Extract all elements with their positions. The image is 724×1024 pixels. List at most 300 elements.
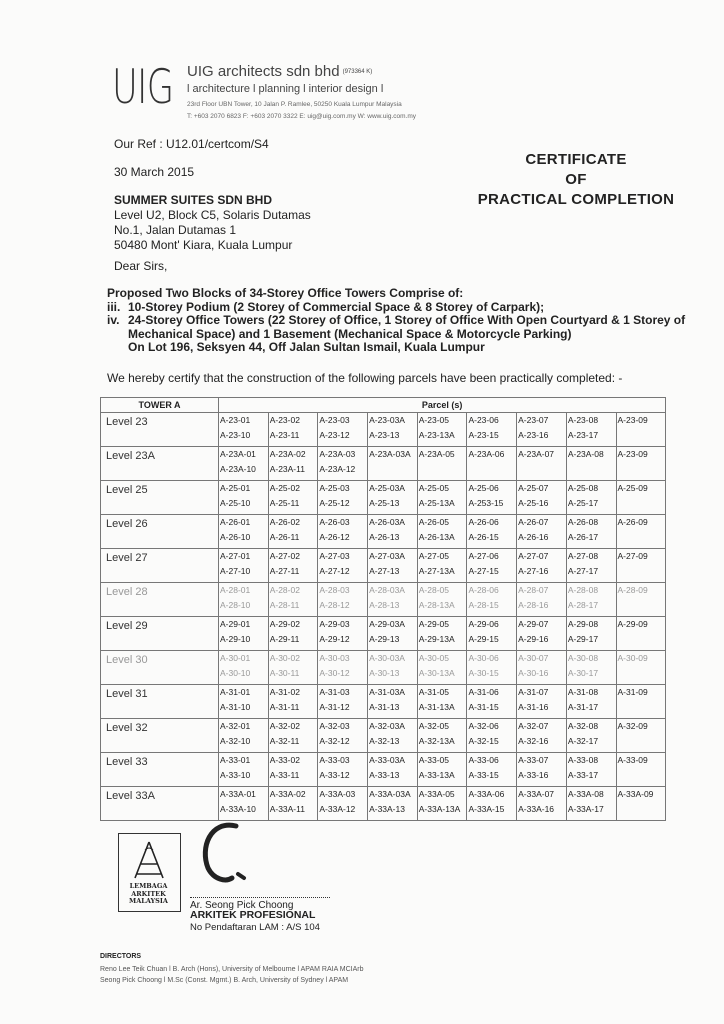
parcel-cell bbox=[616, 413, 666, 447]
parcel-id: A-30-13A bbox=[418, 668, 455, 678]
subject-item-number: iii. bbox=[107, 299, 121, 314]
parcel-cell bbox=[566, 515, 616, 549]
parcel-cell bbox=[417, 787, 467, 821]
parcel-id: A-27-03 bbox=[319, 551, 350, 561]
parcel-id: A-32-03A bbox=[369, 721, 405, 731]
parcel-cell bbox=[368, 481, 418, 515]
table-row bbox=[101, 447, 666, 481]
parcel-id: A-33-07 bbox=[518, 755, 549, 765]
parcel-id: A-30-07 bbox=[518, 653, 549, 663]
parcel-id: A-30-16 bbox=[518, 668, 549, 678]
parcel-id: A-23-03A bbox=[369, 415, 405, 425]
parcel-cell bbox=[219, 413, 269, 447]
level-label: Level 32 bbox=[101, 719, 219, 753]
parcel-cell bbox=[467, 413, 517, 447]
parcel-cell bbox=[368, 787, 418, 821]
parcel-cell bbox=[517, 685, 567, 719]
parcel-id: A-30-17 bbox=[567, 668, 599, 678]
parcel-id: A-26-13 bbox=[369, 532, 400, 542]
parcel-cell bbox=[517, 515, 567, 549]
parcel-cell bbox=[318, 753, 368, 787]
parcel-id: A-25-03A bbox=[369, 483, 405, 493]
recipient-address bbox=[114, 193, 311, 253]
parcel-id: A-33-08 bbox=[567, 755, 599, 765]
parcel-cell bbox=[566, 617, 616, 651]
parcel-cell bbox=[368, 753, 418, 787]
table-row bbox=[101, 787, 666, 821]
parcel-id: A-26-07 bbox=[518, 517, 549, 527]
parcel-id bbox=[617, 632, 666, 647]
parcel-id: A-27-12 bbox=[319, 566, 350, 576]
level-label: Level 23 bbox=[101, 413, 219, 447]
parcel-id: A-33-03 bbox=[319, 755, 350, 765]
parcel-id: A-26-12 bbox=[319, 532, 350, 542]
parcel-cell bbox=[417, 481, 467, 515]
parcel-cell bbox=[566, 447, 616, 481]
parcel-id: A-33A-17 bbox=[567, 804, 604, 814]
parcel-id: A-28-11 bbox=[269, 600, 300, 610]
parcel-id: A-33A-01 bbox=[220, 789, 256, 799]
parcel-cell bbox=[368, 617, 418, 651]
parcel-id: A-32-01 bbox=[220, 721, 251, 731]
parcel-id: A-29-05 bbox=[418, 619, 449, 629]
parcel-table-body bbox=[101, 413, 666, 821]
recipient-line: No.1, Jalan Dutamas 1 bbox=[114, 223, 237, 237]
parcel-id: A-30-05 bbox=[418, 653, 449, 663]
parcel-id: A-27-02 bbox=[269, 551, 300, 561]
parcel-cell bbox=[616, 787, 666, 821]
signature-mark bbox=[196, 818, 256, 890]
parcel-id: A-32-11 bbox=[269, 736, 300, 746]
parcel-id: A-33-17 bbox=[567, 770, 599, 780]
parcel-id: A-23A-02 bbox=[269, 449, 306, 459]
parcel-cell bbox=[268, 413, 318, 447]
parcel-id: A-31-13 bbox=[369, 702, 400, 712]
company-contact: T: +603 2070 6823 F: +603 2070 3322 E: uig@uig.com.my W: www.uig.com.my bbox=[187, 113, 417, 120]
parcel-id: A-31-01 bbox=[220, 687, 251, 697]
parcel-id: A-25-17 bbox=[567, 498, 599, 508]
parcel-id: A-25-16 bbox=[518, 498, 549, 508]
parcel-id: A-23-15 bbox=[468, 430, 499, 440]
parcel-cell bbox=[616, 447, 666, 481]
lam-stamp-line: LEMBAGA bbox=[129, 882, 168, 890]
parcel-id: A-31-08 bbox=[567, 687, 599, 697]
parcel-cell bbox=[417, 583, 467, 617]
level-label: Level 28 bbox=[101, 583, 219, 617]
parcel-id: A-32-06 bbox=[468, 721, 499, 731]
certificate-title-line: CERTIFICATE bbox=[525, 151, 627, 168]
parcel-cell bbox=[467, 685, 517, 719]
parcel-id: A-23-10 bbox=[220, 430, 251, 440]
parcel-id: A-28-17 bbox=[567, 600, 599, 610]
parcel-cell bbox=[517, 549, 567, 583]
parcel-cell bbox=[219, 685, 269, 719]
parcel-id: A-33-13A bbox=[418, 770, 455, 780]
parcel-id: A-32-16 bbox=[518, 736, 549, 746]
parcel-id: A-33-01 bbox=[220, 755, 251, 765]
parcel-id: A-23A-05 bbox=[418, 449, 455, 459]
parcel-cell bbox=[417, 753, 467, 787]
company-address: 23rd Floor UBN Tower, 10 Jalan P. Ramlee, 50250 Kuala Lumpur Malaysia bbox=[187, 101, 402, 108]
parcel-cell bbox=[616, 651, 666, 685]
parcel-id: A-32-09 bbox=[617, 721, 648, 731]
parcel-id bbox=[368, 462, 417, 477]
parcel-id: A-23-16 bbox=[518, 430, 549, 440]
parcel-cell bbox=[566, 753, 616, 787]
subject-item-text: 10-Storey Podium (2 Storey of Commercial Space & 8 Storey of Carpark); bbox=[128, 299, 545, 314]
parcel-id: A-23-05 bbox=[418, 415, 449, 425]
parcel-id: A-30-10 bbox=[220, 668, 251, 678]
parcel-id: A-33-05 bbox=[418, 755, 449, 765]
parcel-cell bbox=[467, 787, 517, 821]
parcel-id: A-28-16 bbox=[518, 600, 549, 610]
parcel-id: A-26-16 bbox=[518, 532, 549, 542]
salutation: Dear Sirs, bbox=[114, 259, 168, 273]
parcel-id: A-28-13 bbox=[369, 600, 400, 610]
parcel-id: A-32-12 bbox=[319, 736, 350, 746]
table-row bbox=[101, 617, 666, 651]
level-label: Level 29 bbox=[101, 617, 219, 651]
parcel-cell bbox=[517, 583, 567, 617]
parcel-id: A-29-16 bbox=[518, 634, 549, 644]
parcel-cell bbox=[566, 651, 616, 685]
parcel-id: A-32-08 bbox=[567, 721, 599, 731]
subject-location: On Lot 196, Seksyen 44, Off Jalan Sultan Ismail, Kuala Lumpur bbox=[128, 340, 485, 354]
parcel-id: A-23-07 bbox=[518, 415, 549, 425]
parcel-id bbox=[617, 802, 666, 817]
parcel-id bbox=[617, 768, 666, 783]
parcel-id: A-26-06 bbox=[468, 517, 499, 527]
parcel-cell bbox=[616, 685, 666, 719]
parcel-id: A-33A-03A bbox=[369, 789, 411, 799]
parcel-cell bbox=[318, 685, 368, 719]
parcel-id: A-27-01 bbox=[220, 551, 251, 561]
parcel-cell bbox=[219, 447, 269, 481]
parcel-cell bbox=[566, 481, 616, 515]
parcel-id: A-30-01 bbox=[220, 653, 251, 663]
parcel-cell bbox=[268, 515, 318, 549]
certification-statement: We hereby certify that the construction of the following parcels have been practically completed: - bbox=[107, 371, 623, 385]
parcel-id: A-33-06 bbox=[468, 755, 499, 765]
parcel-id: A-27-06 bbox=[468, 551, 499, 561]
company-tagline: l architecture l planning l interior design l bbox=[187, 83, 384, 95]
certificate-title-line: OF bbox=[565, 171, 587, 188]
parcel-id: A-33A-08 bbox=[567, 789, 604, 799]
parcel-id: A-31-15 bbox=[468, 702, 499, 712]
parcel-id: A-26-05 bbox=[418, 517, 449, 527]
parcel-cell bbox=[268, 447, 318, 481]
subject-item-number: iv. bbox=[107, 313, 120, 327]
parcel-id: A-26-09 bbox=[617, 517, 648, 527]
parcel-id: A-25-06 bbox=[468, 483, 499, 493]
tower-header: TOWER A bbox=[101, 398, 219, 413]
subject-heading: Proposed Two Blocks of 34-Storey Office Towers Comprise of: bbox=[107, 286, 464, 300]
parcel-id: A-27-07 bbox=[518, 551, 549, 561]
parcel-id: A-33A-02 bbox=[269, 789, 306, 799]
parcel-cell bbox=[219, 481, 269, 515]
parcel-cell bbox=[566, 583, 616, 617]
parcel-id: A-33A-06 bbox=[468, 789, 505, 799]
parcel-id: A-25-09 bbox=[617, 483, 648, 493]
parcel-id: A-28-03 bbox=[319, 585, 350, 595]
parcel-id: A-31-13A bbox=[418, 702, 455, 712]
parcel-id bbox=[617, 666, 666, 681]
parcel-cell bbox=[368, 685, 418, 719]
company-logo: UIG bbox=[112, 60, 174, 115]
parcel-id: A-23-09 bbox=[617, 415, 648, 425]
parcel-id: A-28-01 bbox=[220, 585, 251, 595]
parcel-id bbox=[617, 598, 666, 613]
parcel-id: A-25-02 bbox=[269, 483, 300, 493]
parcel-cell bbox=[268, 719, 318, 753]
parcel-cell bbox=[417, 515, 467, 549]
parcel-cell bbox=[616, 481, 666, 515]
parcel-id: A-29-03 bbox=[319, 619, 350, 629]
parcel-cell bbox=[517, 617, 567, 651]
parcel-id: A-29-13 bbox=[369, 634, 400, 644]
parcel-id: A-32-02 bbox=[269, 721, 300, 731]
parcel-id: A-33A-03 bbox=[319, 789, 356, 799]
parcel-id: A-33-13 bbox=[369, 770, 400, 780]
parcel-id: A-25-03 bbox=[319, 483, 350, 493]
parcel-id: A-33-03A bbox=[369, 755, 405, 765]
parcel-id: A-30-11 bbox=[269, 668, 300, 678]
parcel-cell bbox=[368, 413, 418, 447]
parcel-id: A-33A-09 bbox=[617, 789, 654, 799]
parcel-id: A-27-13A bbox=[418, 566, 455, 576]
directors-title: DIRECTORS bbox=[100, 953, 142, 960]
parcel-cell bbox=[467, 617, 517, 651]
parcel-cell bbox=[219, 583, 269, 617]
parcel-cell bbox=[318, 651, 368, 685]
parcel-id: A-25-07 bbox=[518, 483, 549, 493]
parcel-id: A-31-12 bbox=[319, 702, 350, 712]
parcel-id: A-30-02 bbox=[269, 653, 300, 663]
parcel-cell bbox=[417, 719, 467, 753]
parcel-id: A-23A-06 bbox=[468, 449, 505, 459]
parcel-id: A-32-15 bbox=[468, 736, 499, 746]
parcel-id: A-26-01 bbox=[220, 517, 251, 527]
parcel-id: A-29-17 bbox=[567, 634, 599, 644]
level-label: Level 26 bbox=[101, 515, 219, 549]
parcel-cell bbox=[566, 719, 616, 753]
parcel-cell bbox=[219, 753, 269, 787]
subject-item-text: 24-Storey Office Towers (22 Storey of Office, 1 Storey of Office With Open Courtyard & 1 Storey of Mechanical Space) and 1 Basement (Mechanical Space & Motorcycle Parking) bbox=[128, 313, 686, 341]
parcel-id: A-30-12 bbox=[319, 668, 350, 678]
parcel-id: A-25-08 bbox=[567, 483, 599, 493]
parcel-id: A-26-11 bbox=[269, 532, 300, 542]
parcel-cell bbox=[467, 583, 517, 617]
table-row bbox=[101, 583, 666, 617]
signatory-name: Ar. Seong Pick Choong bbox=[190, 897, 330, 911]
parcel-id: A-30-08 bbox=[567, 653, 599, 663]
parcel-id: A-23-09 bbox=[617, 449, 648, 459]
parcel-cell bbox=[268, 651, 318, 685]
parcel-id: A-31-17 bbox=[567, 702, 599, 712]
parcel-id: A-23-03 bbox=[319, 415, 350, 425]
parcel-id: A-28-05 bbox=[418, 585, 449, 595]
subject-block bbox=[107, 287, 697, 355]
parcel-cell bbox=[616, 617, 666, 651]
parcel-cell bbox=[368, 719, 418, 753]
level-label: Level 31 bbox=[101, 685, 219, 719]
parcel-id: A-26-08 bbox=[567, 517, 599, 527]
parcel-id: A-33A-11 bbox=[269, 804, 305, 814]
table-row bbox=[101, 719, 666, 753]
parcel-id: A-25-01 bbox=[220, 483, 251, 493]
parcel-id: A-29-01 bbox=[220, 619, 251, 629]
parcel-id: A-23A-12 bbox=[319, 464, 356, 474]
parcel-id: A-32-03 bbox=[319, 721, 350, 731]
parcel-id bbox=[617, 428, 666, 443]
parcel-id: A-25-11 bbox=[269, 498, 300, 508]
parcel-id: A-29-10 bbox=[220, 634, 251, 644]
level-label: Level 33A bbox=[101, 787, 219, 821]
parcel-cell bbox=[417, 617, 467, 651]
parcel-cell bbox=[417, 685, 467, 719]
parcel-id bbox=[418, 462, 467, 477]
parcel-cell bbox=[268, 685, 318, 719]
parcel-id: A-33-12 bbox=[319, 770, 350, 780]
parcel-id bbox=[617, 496, 666, 511]
parcel-id: A-26-13A bbox=[418, 532, 455, 542]
parcel-cell bbox=[467, 447, 517, 481]
parcel-id: A-23-13 bbox=[369, 430, 400, 440]
parcel-id: A-30-13 bbox=[369, 668, 400, 678]
lam-stamp-line: ARKITEK bbox=[131, 889, 166, 898]
parcel-cell bbox=[616, 583, 666, 617]
director-line: Seong Pick Choong l M.Sc (Const. Mgmt.) B. Arch, University of Sydney l APAM bbox=[100, 977, 349, 984]
parcel-cell bbox=[467, 481, 517, 515]
parcel-id: A-23-02 bbox=[269, 415, 300, 425]
parcel-id: A-26-03 bbox=[319, 517, 350, 527]
parcel-id: A-28-02 bbox=[269, 585, 300, 595]
parcel-id: A-29-12 bbox=[319, 634, 350, 644]
parcel-id: A-30-03 bbox=[319, 653, 350, 663]
parcel-id: A-253-15 bbox=[468, 498, 504, 508]
parcel-cell bbox=[318, 413, 368, 447]
parcel-id: A-28-12 bbox=[319, 600, 350, 610]
parcel-cell bbox=[318, 719, 368, 753]
parcel-cell bbox=[219, 515, 269, 549]
parcel-cell bbox=[368, 549, 418, 583]
parcel-cell bbox=[268, 617, 318, 651]
parcel-id bbox=[617, 462, 666, 477]
parcel-id: A-23A-08 bbox=[567, 449, 604, 459]
table-row bbox=[101, 481, 666, 515]
parcel-cell bbox=[517, 481, 567, 515]
parcel-id: A-23A-11 bbox=[269, 464, 305, 474]
parcel-id: A-32-10 bbox=[220, 736, 251, 746]
parcel-cell bbox=[368, 651, 418, 685]
parcel-id: A-33A-10 bbox=[220, 804, 256, 814]
parcel-cell bbox=[318, 447, 368, 481]
parcel-id: A-33A-13A bbox=[418, 804, 461, 814]
parcel-cell bbox=[616, 719, 666, 753]
parcel-id: A-25-05 bbox=[418, 483, 449, 493]
parcel-id: A-33-09 bbox=[617, 755, 648, 765]
parcel-id: A-29-08 bbox=[567, 619, 599, 629]
parcel-id: A-32-17 bbox=[567, 736, 599, 746]
parcel-id: A-33-16 bbox=[518, 770, 549, 780]
director-line: Reno Lee Teik Chuan l B. Arch (Hons), University of Melbourne l APAM RAIA MCIArb bbox=[100, 966, 364, 973]
parcel-id bbox=[617, 564, 666, 579]
parcel-id: A-26-17 bbox=[567, 532, 599, 542]
parcel-cell bbox=[517, 447, 567, 481]
parcel-id: A-27-05 bbox=[418, 551, 449, 561]
level-label: Level 30 bbox=[101, 651, 219, 685]
parcel-cell bbox=[616, 753, 666, 787]
parcel-cell bbox=[219, 617, 269, 651]
parcel-id bbox=[617, 734, 666, 749]
parcel-id: A-27-15 bbox=[468, 566, 499, 576]
certificate-title-line: PRACTICAL COMPLETION bbox=[477, 191, 675, 208]
parcel-id: A-29-03A bbox=[369, 619, 405, 629]
parcel-id: A-28-06 bbox=[468, 585, 499, 595]
parcel-id: A-25-13A bbox=[418, 498, 455, 508]
parcel-id: A-33A-16 bbox=[518, 804, 555, 814]
parcel-id bbox=[617, 700, 666, 715]
parcel-id: A-28-03A bbox=[369, 585, 405, 595]
parcel-cell bbox=[318, 549, 368, 583]
level-label: Level 23A bbox=[101, 447, 219, 481]
parcel-id: A-29-11 bbox=[269, 634, 300, 644]
parcel-id: A-29-09 bbox=[617, 619, 648, 629]
table-row bbox=[101, 549, 666, 583]
parcel-cell bbox=[616, 549, 666, 583]
parcel-id: A-33-10 bbox=[220, 770, 251, 780]
parcel-id: A-28-10 bbox=[220, 600, 251, 610]
parcel-id: A-27-08 bbox=[567, 551, 599, 561]
parcel-cell bbox=[368, 447, 418, 481]
parcel-id: A-23-06 bbox=[468, 415, 499, 425]
parcel-id: A-31-03 bbox=[319, 687, 350, 697]
parcel-id: A-32-07 bbox=[518, 721, 549, 731]
recipient-name: SUMMER SUITES SDN BHD bbox=[114, 193, 273, 207]
reference-number: Our Ref : U12.01/certcom/S4 bbox=[114, 137, 269, 151]
parcel-id: A-31-07 bbox=[518, 687, 549, 697]
parcel-id: A-31-03A bbox=[369, 687, 405, 697]
parcel-id: A-27-10 bbox=[220, 566, 251, 576]
parcel-id: A-29-15 bbox=[468, 634, 499, 644]
lam-stamp-line: MALAYSIA bbox=[129, 897, 168, 905]
parcel-id: A-32-13 bbox=[369, 736, 400, 746]
parcel-cell bbox=[566, 549, 616, 583]
parcel-cell bbox=[517, 719, 567, 753]
parcel-cell bbox=[368, 583, 418, 617]
parcel-id: A-28-15 bbox=[468, 600, 499, 610]
parcel-cell bbox=[467, 515, 517, 549]
parcel-header: Parcel (s) bbox=[219, 398, 666, 413]
parcel-id: A-26-15 bbox=[468, 532, 499, 542]
parcel-id: A-23A-01 bbox=[220, 449, 256, 459]
parcel-id: A-33-02 bbox=[269, 755, 300, 765]
table-header-row bbox=[101, 398, 666, 413]
parcel-id: A-23-11 bbox=[269, 430, 300, 440]
parcel-cell bbox=[417, 447, 467, 481]
parcel-cell bbox=[517, 413, 567, 447]
parcel-id: A-23A-03A bbox=[369, 449, 411, 459]
parcel-id: A-26-10 bbox=[220, 532, 251, 542]
signatory-title: ARKITEK PROFESIONAL bbox=[190, 909, 316, 921]
parcel-cell bbox=[616, 515, 666, 549]
company-name-text: UIG architects sdn bhd bbox=[187, 63, 340, 80]
company-name bbox=[187, 63, 372, 80]
table-row bbox=[101, 685, 666, 719]
recipient-line: 50480 Mont' Kiara, Kuala Lumpur bbox=[114, 238, 293, 252]
parcel-id: A-31-02 bbox=[269, 687, 300, 697]
parcel-id: A-25-10 bbox=[220, 498, 251, 508]
